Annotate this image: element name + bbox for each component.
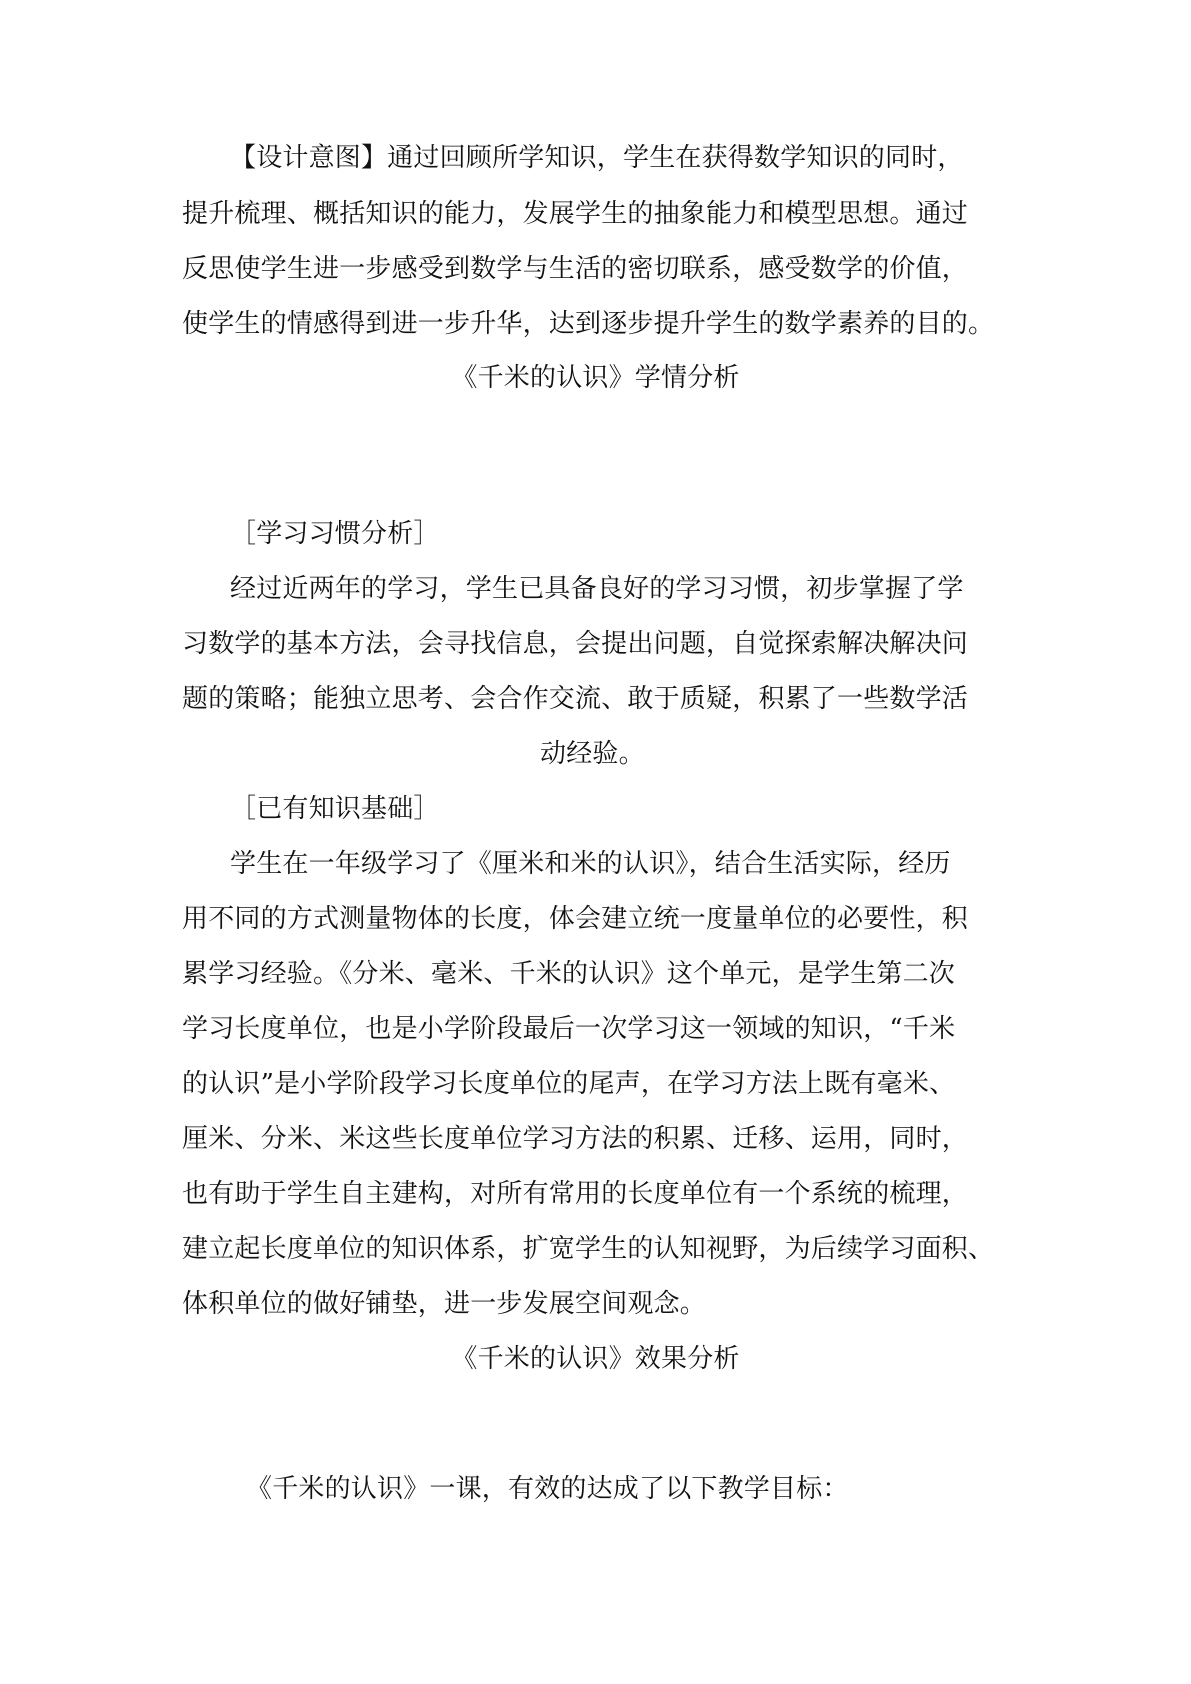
section-title-effect-analysis: 《千米的认识》效果分析 [451, 1344, 740, 1374]
knowledge-line: 的认识”是小学阶段学习长度单位的尾声，在学习方法上既有毫米、 [182, 1069, 956, 1099]
design-intent-line: 提升梳理、概括知识的能力，发展学生的抽象能力和模型思想。通过 [182, 199, 969, 229]
habits-line: 题的策略；能独立思考、会合作交流、敢于质疑，积累了一些数学活 [182, 684, 969, 714]
design-intent-line: 【设计意图】通过回顾所学知识，学生在获得数学知识的同时， [230, 143, 964, 173]
habits-line: 习数学的基本方法，会寻找信息，会提出问题，自觉探索解决解决问 [182, 629, 969, 659]
habits-line: 动经验。 [540, 739, 645, 769]
knowledge-line: 建立起长度单位的知识体系，扩宽学生的认知视野，为后续学习面积、 [182, 1234, 995, 1264]
effect-intro: 《千米的认识》一课，有效的达成了以下教学目标： [246, 1474, 849, 1504]
knowledge-line: 体积单位的做好铺垫，进一步发展空间观念。 [182, 1289, 707, 1319]
knowledge-heading: ［已有知识基础］ [230, 794, 440, 824]
knowledge-line: 累学习经验。《分米、毫米、千米的认识》这个单元，是学生第二次 [182, 959, 956, 989]
section-title-learning-analysis: 《千米的认识》学情分析 [451, 363, 740, 393]
knowledge-line: 学习长度单位，也是小学阶段最后一次学习这一领域的知识，“千米 [182, 1014, 956, 1044]
design-intent-line: 反思使学生进一步感受到数学与生活的密切联系，感受数学的价值， [182, 254, 969, 284]
habits-heading: ［学习习惯分析］ [230, 519, 440, 549]
knowledge-line: 厘米、分米、米这些长度单位学习方法的积累、迁移、运用，同时， [182, 1124, 969, 1154]
knowledge-line: 用不同的方式测量物体的长度，体会建立统一度量单位的必要性，积 [182, 904, 969, 934]
design-intent-line: 使学生的情感得到进一步升华，达到逐步提升学生的数学素养的目的。 [182, 309, 995, 339]
knowledge-line: 学生在一年级学习了《厘米和米的认识》，结合生活实际，经历 [230, 849, 951, 879]
knowledge-line: 也有助于学生自主建构，对所有常用的长度单位有一个系统的梳理， [182, 1179, 969, 1209]
habits-line: 经过近两年的学习，学生已具备良好的学习习惯，初步掌握了学 [230, 574, 964, 604]
